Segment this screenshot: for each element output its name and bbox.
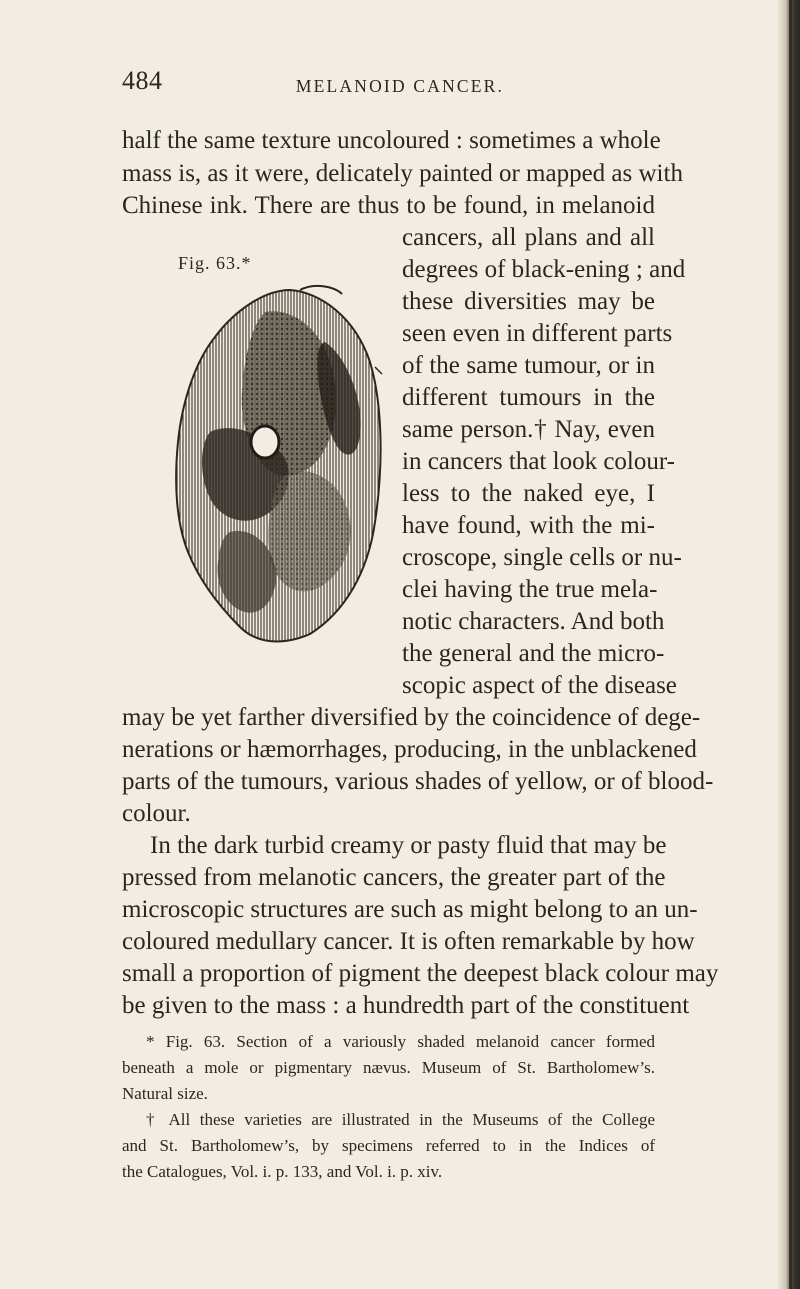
page-number: 484: [122, 66, 163, 95]
body-line: degrees of black-ening ; and: [402, 256, 686, 283]
body-line: pressed from melanotic cancers, the greater part of the: [122, 864, 666, 891]
body-line: croscope, single cells or nu-: [402, 544, 682, 571]
body-line: the general and the micro-: [402, 640, 665, 667]
body-line: In the dark turbid creamy or pasty fluid that may be: [150, 832, 667, 859]
body-line: small a proportion of pigment the deepest black colour may: [122, 960, 719, 987]
footnote-line: † All these varieties are illustrated in the Museums of the College: [146, 1110, 655, 1129]
body-line: be given to the mass : a hundredth part of the constituent: [122, 992, 690, 1019]
body-line: same person.† Nay, even: [402, 416, 655, 443]
body-line: in cancers that look colour-: [402, 448, 676, 475]
footnote-line: * Fig. 63. Section of a variously shaded melanoid cancer formed: [146, 1032, 655, 1051]
body-line: parts of the tumours, various shades of yellow, or of blood-: [122, 768, 714, 795]
body-line: nerations or hæmorrhages, producing, in the unblackened: [122, 736, 697, 763]
body-line: less to the naked eye, I: [402, 480, 655, 507]
body-line: mass is, as it were, delicately painted or mapped as with: [122, 160, 683, 187]
body-line: different tumours in the: [402, 384, 655, 411]
body-line: microscopic structures are such as might belong to an un-: [122, 896, 698, 923]
body-line: Chinese ink. There are thus to be found, in melanoid: [122, 192, 655, 219]
footnote-line: and St. Bartholomew’s, by specimens referred to in the Indices of: [122, 1136, 655, 1155]
body-line: these diversities may be: [402, 288, 655, 315]
body-line: half the same texture uncoloured : sometimes a whole: [122, 127, 661, 154]
running-title: MELANOID CANCER.: [295, 76, 505, 96]
body-line: have found, with the mi-: [402, 512, 655, 539]
figure-label: Fig. 63.*: [178, 253, 252, 273]
body-line: scopic aspect of the disease: [402, 672, 677, 699]
footnote-line: Natural size.: [122, 1084, 208, 1103]
body-line: may be yet farther diversified by the coincidence of dege-: [122, 704, 701, 731]
figure-melanoid-cancer-section: [170, 282, 385, 644]
footnote-line: the Catalogues, Vol. i. p. 133, and Vol. i. p. xiv.: [122, 1162, 443, 1181]
body-line: notic characters. And both: [402, 608, 665, 635]
body-line: of the same tumour, or in: [402, 352, 655, 379]
body-line: cancers, all plans and all: [402, 224, 655, 251]
body-line: seen even in different parts: [402, 320, 673, 347]
body-line: clei having the true mela-: [402, 576, 658, 603]
body-line: coloured medullary cancer. It is often remarkable by how: [122, 928, 695, 955]
body-line: colour.: [122, 800, 191, 827]
footnote-line: beneath a mole or pigmentary nævus. Museum of St. Bartholomew’s.: [122, 1058, 655, 1077]
page-edge-line: [789, 0, 792, 1289]
